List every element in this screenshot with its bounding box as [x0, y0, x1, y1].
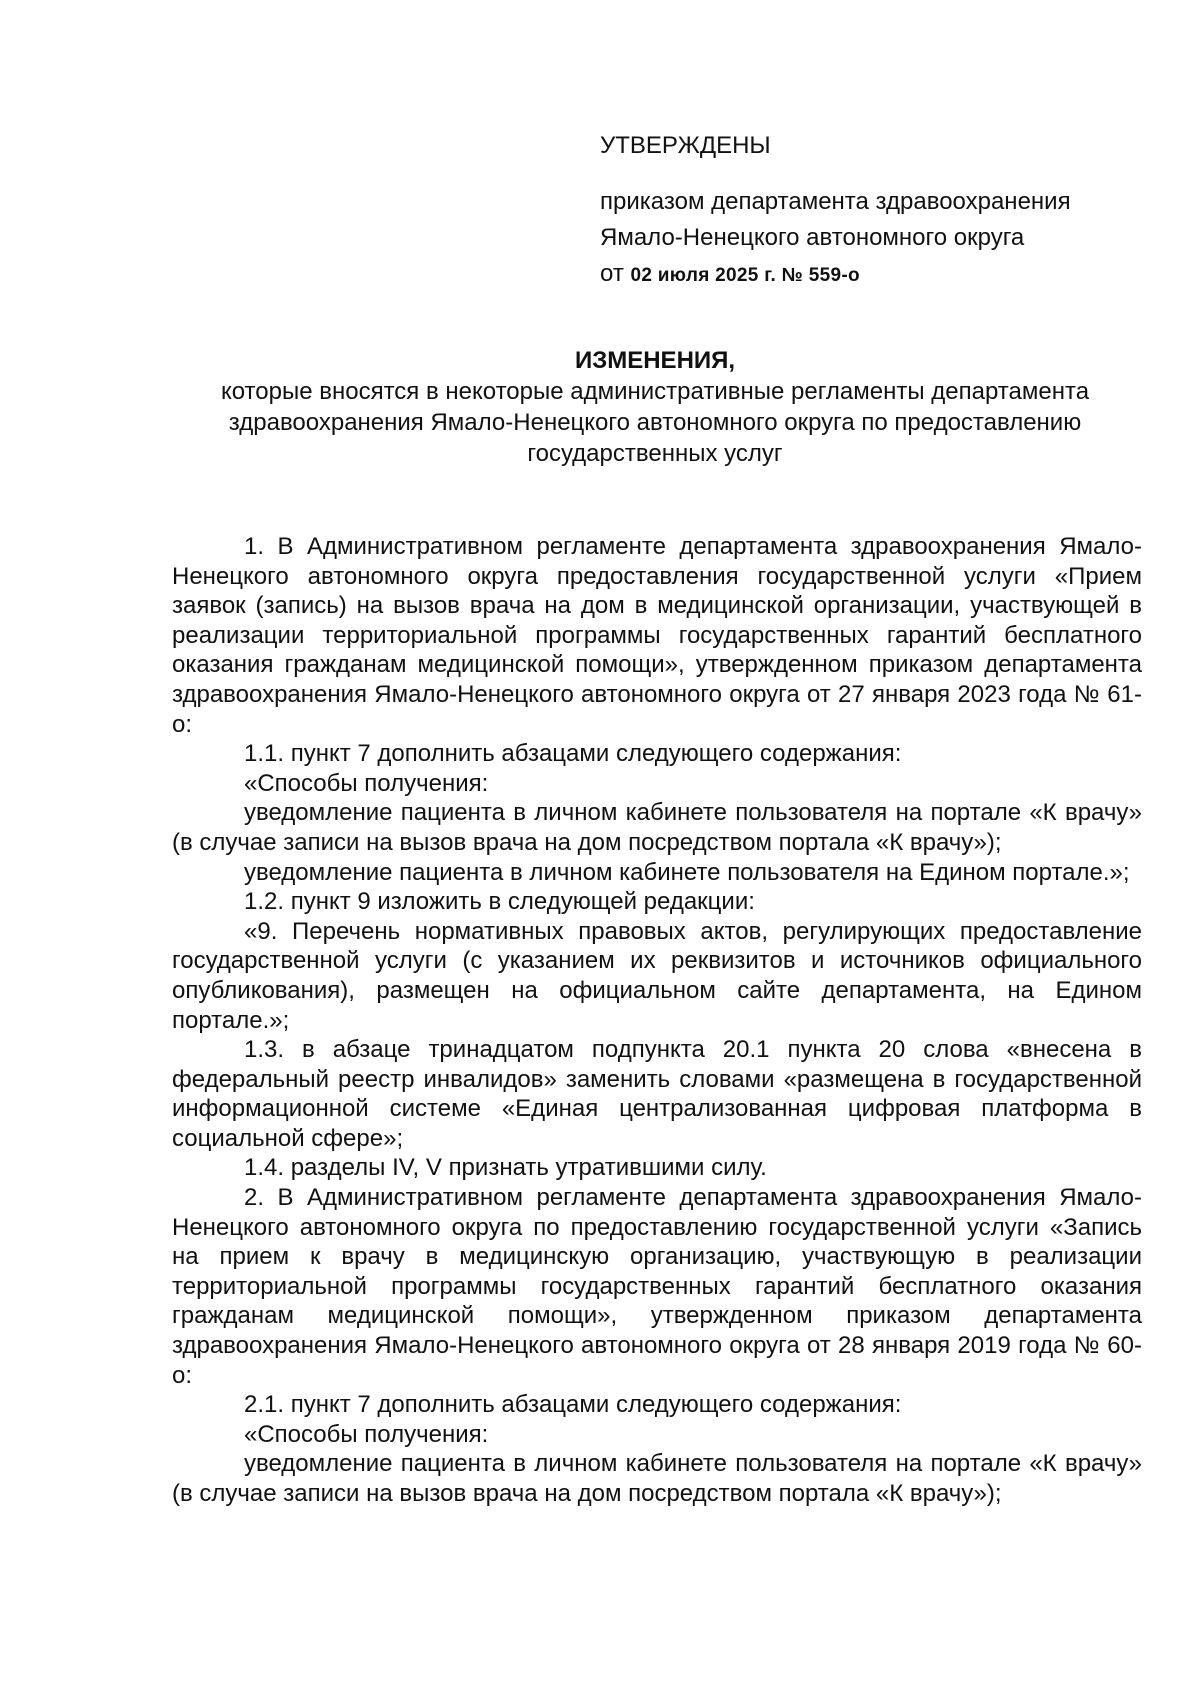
paragraph-item-9-text: «9. Перечень нормативных правовых актов, регулирующих предоставление государственной услуги (с указанием их реквизитов и источников официального опубликования), размещен на официальном сайте департамента, на Едином портале.»; [172, 917, 1142, 1034]
paragraph-methods-heading-2: «Способы получения: [244, 1420, 489, 1448]
order-date-prefix: от [600, 260, 631, 287]
paragraph-methods-heading: «Способы получения: [244, 769, 489, 797]
order-date-number: 02 июля 2025 г. № 559-о [630, 265, 860, 286]
paragraph-notification-single-portal: уведомление пациента в личном кабинете пользователя на Едином портале.»; [244, 858, 1130, 886]
document-subtitle-line-1: которые вносятся в некоторые административные регламенты департамента [220, 378, 1090, 405]
document-title-block [150, 345, 1160, 469]
approval-line-1: приказом департамента здравоохранения [600, 188, 1071, 215]
document-heading: ИЗМЕНЕНИЯ, [574, 347, 736, 374]
approval-order-line [600, 256, 1160, 294]
approval-title: УТВЕРЖДЕНЫ [600, 132, 771, 159]
approval-line-2: Ямало-Ненецкого автономного округа [600, 224, 1025, 251]
paragraph-item-1-1: 1.1. пункт 7 дополнить абзацами следующего содержания: [244, 740, 902, 768]
approval-block [600, 128, 1160, 294]
document-subtitle-line-3: государственных услуг [527, 440, 783, 467]
paragraph-item-1-4: 1.4. разделы IV, V признать утратившими силу. [244, 1154, 767, 1182]
document-body [172, 532, 1142, 1509]
paragraph-item-1-3: 1.3. в абзаце тринадцатом подпункта 20.1 пункта 20 слова «внесена в федеральный реестр инвалидов» заменить словами «размещена в государственной информационной системе «Единая централизованная цифровая платформа в социальной сфере»; [172, 1036, 1142, 1152]
paragraph-item-2: 2. В Административном регламенте департамента здравоохранения Ямало-Ненецкого автономного округа по предоставлению государственной услуги «Запись на прием к врачу в медицинскую организацию, участвующую в реализации территориальной программы государственных гарантий бесплатного оказания гражданам медицинской помощи», утвержденном приказом департамента здравоохранения Ямало-Ненецкого автономного округа от 28 января 2019 года № 60-о: [172, 1184, 1142, 1389]
paragraph-notification-k-vrachu: уведомление пациента в личном кабинете пользователя на портале «К врачу» (в случае записи на вызов врача на дом посредством портала «К врачу»); [172, 799, 1142, 856]
paragraph-item-1: 1. В Административном регламенте департамента здравоохранения Ямало-Ненецкого автономного округа предоставления государственной услуги «Прием заявок (запись) на вызов врача на дом в медицинской организации, участвующей в реализации территориальной программы государственных гарантий бесплатного оказания гражданам медицинской помощи», утвержденном приказом департамента здравоохранения Ямало-Ненецкого автономного округа от 27 января 2023 года № 61-о: [172, 533, 1142, 738]
paragraph-item-2-1: 2.1. пункт 7 дополнить абзацами следующего содержания: [244, 1391, 902, 1419]
paragraph-notification-k-vrachu-2: уведомление пациента в личном кабинете пользователя на портале «К врачу» (в случае записи на вызов врача на дом посредством портала «К врачу»); [172, 1450, 1142, 1507]
document-subtitle-line-2: здравоохранения Ямало-Ненецкого автономного округа по предоставлению [228, 409, 1082, 436]
paragraph-item-1-2: 1.2. пункт 9 изложить в следующей редакции: [244, 888, 755, 916]
